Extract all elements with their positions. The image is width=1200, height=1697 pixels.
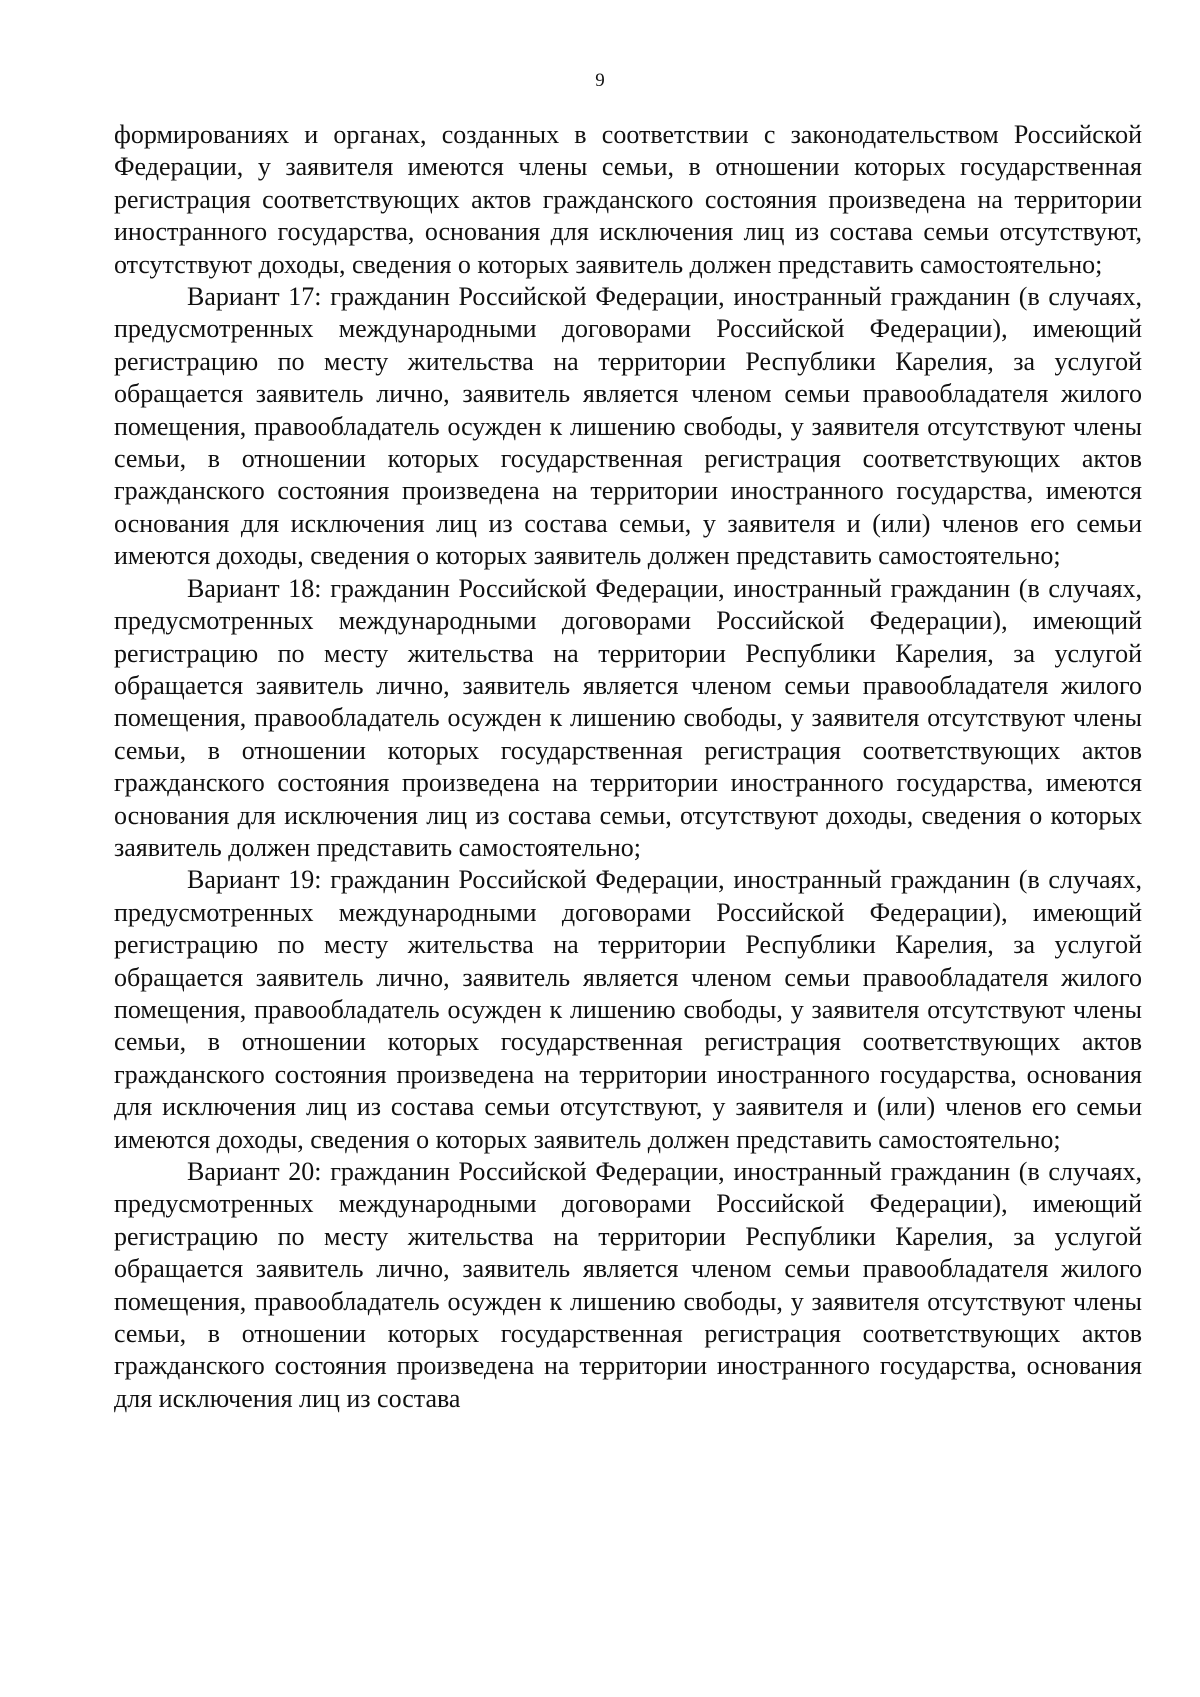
paragraph-variant-20: Вариант 20: гражданин Российской Федерации, иностранный гражданин (в случаях, предусмотренных международными договорами Российской Федерации), имеющий регистрацию по месту жительства на территории Республики Карелия, за услугой обращается заявитель лично, заявитель является членом семьи правообладателя жилого помещения, правообладатель осужден к лишению свободы, у заявителя отсутствуют члены семьи, в отношении которых государственная регистрация соответствующих актов гражданского состояния произведена на территории иностранного государства, основания для исключения лиц из состава	[114, 1157, 1142, 1413]
page-number: 9	[595, 70, 605, 91]
paragraph-continuation: формированиях и органах, созданных в соответствии с законодательством Российской Федерации, у заявителя имеются члены семьи, в отношении которых государственная регистрация соответствующих актов гражданского состояния произведена на территории иностранного государства, основания для исключения лиц из состава семьи отсутствуют, отсутствуют доходы, сведения о которых заявитель должен представить самостоятельно;	[114, 120, 1142, 279]
paragraph-variant-19: Вариант 19: гражданин Российской Федерации, иностранный гражданин (в случаях, предусмотренных международными договорами Российской Федерации), имеющий регистрацию по месту жительства на территории Республики Карелия, за услугой обращается заявитель лично, заявитель является членом семьи правообладателя жилого помещения, правообладатель осужден к лишению свободы, у заявителя отсутствуют члены семьи, в отношении которых государственная регистрация соответствующих актов гражданского состояния произведена на территории иностранного государства, основания для исключения лиц из состава семьи отсутствуют, у заявителя и (или) членов его семьи имеются доходы, сведения о которых заявитель должен представить самостоятельно;	[114, 865, 1142, 1154]
paragraph-variant-17: Вариант 17: гражданин Российской Федерации, иностранный гражданин (в случаях, предусмотренных международными договорами Российской Федерации), имеющий регистрацию по месту жительства на территории Республики Карелия, за услугой обращается заявитель лично, заявитель является членом семьи правообладателя жилого помещения, правообладатель осужден к лишению свободы, у заявителя отсутствуют члены семьи, в отношении которых государственная регистрация соответствующих актов гражданского состояния произведена на территории иностранного государства, имеются основания для исключения лиц из состава семьи, у заявителя и (или) членов его семьи имеются доходы, сведения о которых заявитель должен представить самостоятельно;	[114, 282, 1142, 571]
document-body	[114, 119, 1142, 1415]
paragraph-variant-18: Вариант 18: гражданин Российской Федерации, иностранный гражданин (в случаях, предусмотренных международными договорами Российской Федерации), имеющий регистрацию по месту жительства на территории Республики Карелия, за услугой обращается заявитель лично, заявитель является членом семьи правообладателя жилого помещения, правообладатель осужден к лишению свободы, у заявителя отсутствуют члены семьи, в отношении которых государственная регистрация соответствующих актов гражданского состояния произведена на территории иностранного государства, имеются основания для исключения лиц из состава семьи, отсутствуют доходы, сведения о которых заявитель должен представить самостоятельно;	[114, 573, 1142, 862]
